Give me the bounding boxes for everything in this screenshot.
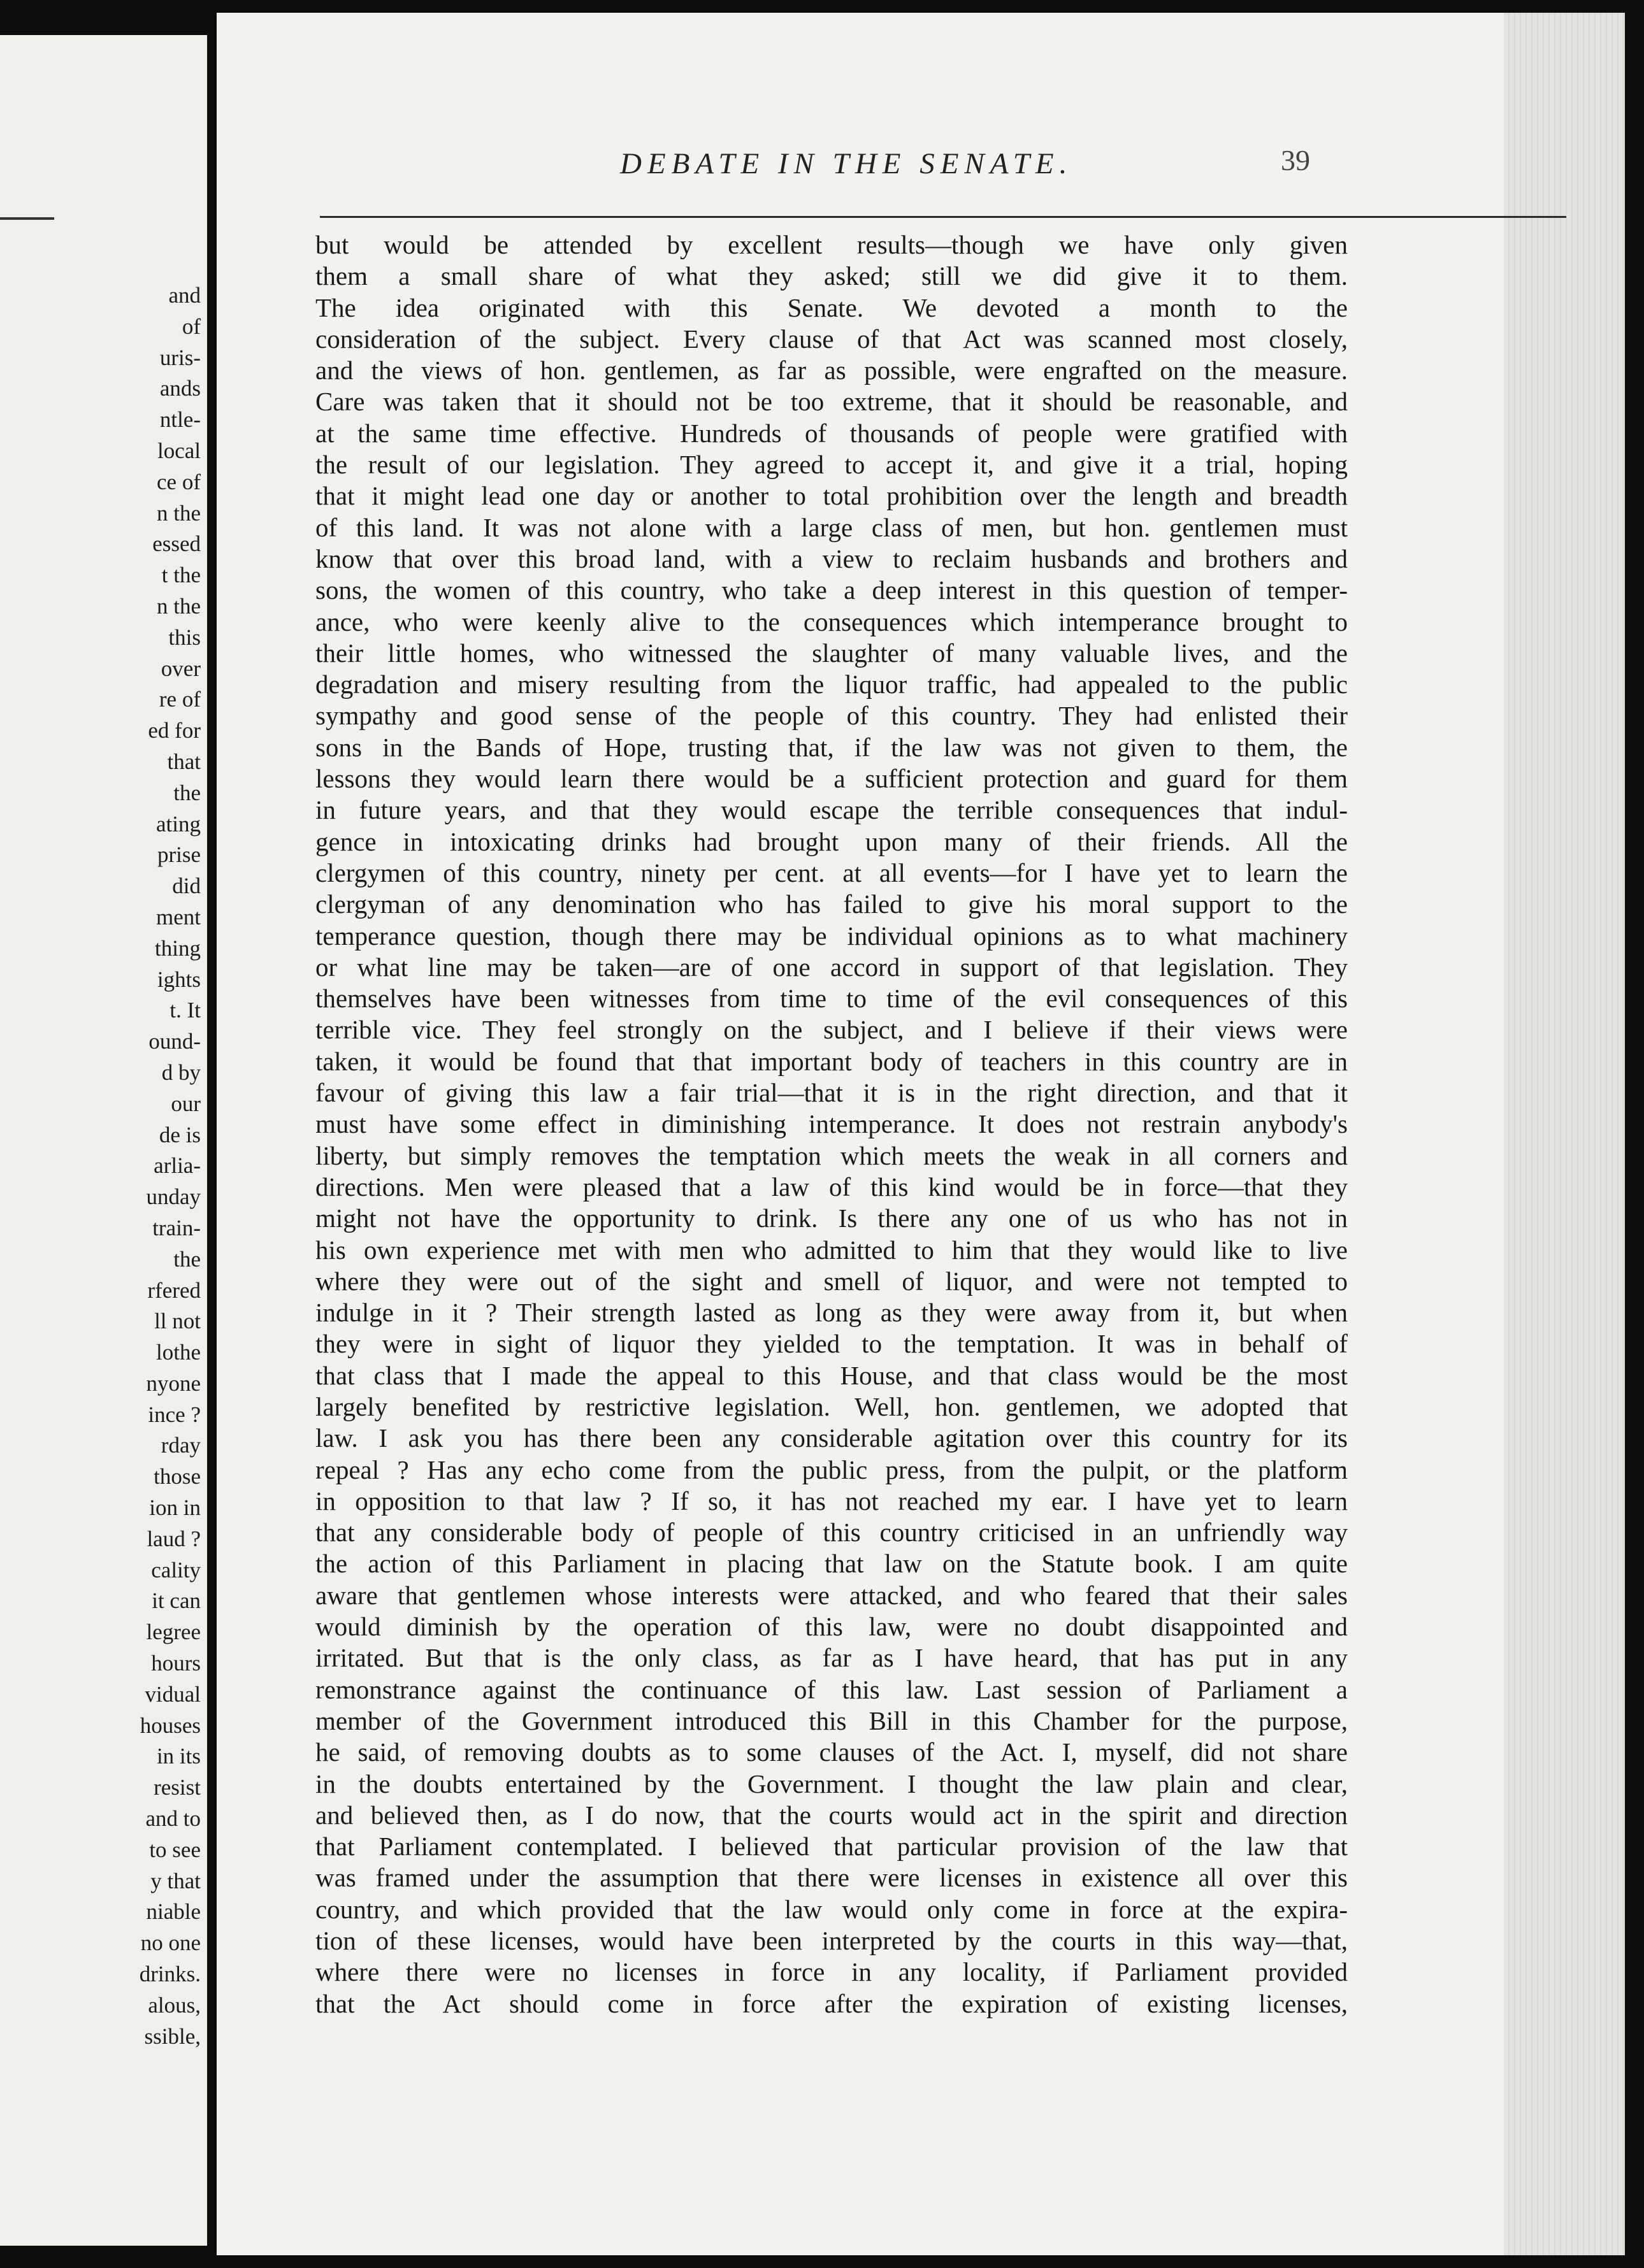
- body-line: themselves have been witnesses from time to time of the evil consequences of this: [315, 984, 1348, 1014]
- page-edge-stack: [1504, 13, 1625, 2255]
- body-line: The idea originated with this Senate. We devoted a month to the: [315, 292, 1348, 322]
- body-line: aware that gentlemen whose interests were attacked, and who feared that their sales: [315, 1580, 1348, 1610]
- left-page-line: houses: [140, 1712, 201, 1738]
- header-rule: [320, 216, 1566, 218]
- body-line: must have some effect in diminishing intemperance. It does not restrain anybody's: [315, 1109, 1348, 1139]
- left-page-line: to see: [149, 1837, 201, 1862]
- running-head: DEBATE IN THE SENATE.: [620, 147, 1073, 180]
- body-line: gence in intoxicating drinks had brought upon many of their friends. All the: [315, 826, 1348, 856]
- body-line: they were in sight of liquor they yielded to the temptation. It was in behalf of: [315, 1329, 1348, 1359]
- left-page-line: t. It: [169, 998, 201, 1023]
- left-page-line: ands: [159, 376, 201, 401]
- body-line: he said, of removing doubts as to some clauses of the Act. I, myself, did not share: [315, 1737, 1348, 1767]
- left-page-line: de is: [159, 1122, 201, 1147]
- body-line: clergymen of this country, ninety per cent. at all events—for I have yet to learn the: [315, 858, 1348, 887]
- body-line: directions. Men were pleased that a law of this kind would be in force—that they: [315, 1172, 1348, 1202]
- body-line: liberty, but simply removes the temptation which meets the weak in all corners and: [315, 1140, 1348, 1170]
- body-line: ance, who were keenly alive to the consequences which intemperance brought to: [315, 606, 1348, 636]
- left-page-line: the: [173, 1246, 201, 1272]
- body-line: remonstrance against the continuance of this law. Last session of Parliament a: [315, 1674, 1348, 1704]
- body-line: in future years, and that they would escape the terrible consequences that indul-: [315, 795, 1348, 825]
- left-page-line: ince ?: [148, 1402, 201, 1427]
- left-page-line: prise: [157, 842, 201, 868]
- left-page-line: lothe: [156, 1340, 201, 1365]
- left-page-line: alous,: [148, 1992, 201, 2018]
- body-line: of this land. It was not alone with a large class of men, but hon. gentlemen must: [315, 512, 1348, 542]
- body-line: favour of giving this law a fair trial—that it is in the right direction, and that it: [315, 1078, 1348, 1108]
- body-line: that the Act should come in force after the expiration of existing licenses,: [315, 1988, 1348, 2018]
- body-line: taken, it would be found that that important body of teachers in this country are in: [315, 1046, 1348, 1076]
- left-page-line: ound-: [148, 1029, 201, 1054]
- left-page-line: train-: [152, 1215, 201, 1240]
- body-line: repeal ? Has any echo come from the public press, from the pulpit, or the platform: [315, 1454, 1348, 1484]
- left-page-line: and: [168, 283, 201, 308]
- body-line: or what line may be taken—are of one accord in support of that legislation. They: [315, 952, 1348, 982]
- left-page-line: ll not: [154, 1309, 201, 1334]
- left-page-line: ion in: [149, 1495, 201, 1521]
- body-line: in the doubts entertained by the Government. I thought the law plain and clear,: [315, 1769, 1348, 1798]
- body-line: and the views of hon. gentlemen, as far as possible, were engrafted on the measure.: [315, 355, 1348, 385]
- body-line: degradation and misery resulting from the liquor traffic, had appealed to the public: [315, 670, 1348, 700]
- body-line: that class that I made the appeal to this House, and that class would be the most: [315, 1360, 1348, 1390]
- body-line: that it might lead one day or another to total prohibition over the length and breadth: [315, 481, 1348, 511]
- left-page-line: essed: [152, 531, 201, 557]
- body-line: indulge in it ? Their strength lasted as long as they were away from it, but when: [315, 1298, 1348, 1328]
- left-page-line: uris-: [159, 345, 201, 370]
- left-page-line: ntle-: [159, 407, 201, 433]
- left-page-line: local: [157, 438, 201, 463]
- body-line: his own experience met with men who admitted to him that they would like to live: [315, 1235, 1348, 1265]
- body-line: the result of our legislation. They agreed to accept it, and give it a trial, hoping: [315, 450, 1348, 480]
- body-line: was framed under the assumption that there were licenses in existence all over this: [315, 1863, 1348, 1893]
- left-page-line: this: [168, 624, 201, 650]
- left-page-line: those: [154, 1464, 201, 1489]
- left-page-line: re of: [159, 687, 201, 712]
- body-line: tion of these licenses, would have been interpreted by the courts in this way—that,: [315, 1926, 1348, 1956]
- page-number: 39: [1281, 144, 1310, 176]
- left-page-line: that: [167, 749, 201, 774]
- body-line: know that over this broad land, with a view to reclaim husbands and brothers and: [315, 543, 1348, 573]
- left-page-line: niable: [146, 1899, 201, 1925]
- left-page-line: ce of: [157, 469, 201, 494]
- body-line: that any considerable body of people of this country criticised in an unfriendly way: [315, 1518, 1348, 1547]
- left-page-line: it can: [152, 1588, 201, 1614]
- left-page-line: resist: [154, 1775, 201, 1800]
- left-page-line: cality: [151, 1557, 201, 1583]
- body-line: consideration of the subject. Every clause of that Act was scanned most closely,: [315, 324, 1348, 354]
- left-page-line: legree: [146, 1619, 201, 1645]
- body-line: largely benefited by restrictive legislation. Well, hon. gentlemen, we adopted that: [315, 1391, 1348, 1421]
- body-line: the action of this Parliament in placing that law on the Statute book. I am quite: [315, 1549, 1348, 1579]
- body-line: at the same time effective. Hundreds of thousands of people were gratified with: [315, 418, 1348, 448]
- right-page: [217, 13, 1625, 2255]
- body-line: where there were no licenses in force in any locality, if Parliament provided: [315, 1957, 1348, 1987]
- left-page-line: drinks.: [139, 1962, 201, 1987]
- body-line: that Parliament contemplated. I believed that particular provision of the law that: [315, 1832, 1348, 1862]
- left-page-text-column: [140, 280, 201, 2052]
- body-line: but would be attended by excellent results—though we have only given: [315, 230, 1348, 259]
- body-line: country, and which provided that the law would only come in force at the expira-: [315, 1894, 1348, 1924]
- body-line: where they were out of the sight and smell of liquor, and were not tempted to: [315, 1266, 1348, 1296]
- body-line: sons, the women of this country, who take a deep interest in this question of temper-: [315, 575, 1348, 605]
- left-page-line: t the: [161, 563, 201, 588]
- left-page-line: hours: [151, 1651, 201, 1676]
- left-page-line: ment: [156, 904, 201, 929]
- left-page-rule: [0, 217, 54, 220]
- left-page-line: thing: [155, 935, 201, 961]
- body-line: in opposition to that law ? If so, it has not reached my ear. I have yet to learn: [315, 1486, 1348, 1516]
- body-line: sons in the Bands of Hope, trusting that, if the law was not given to them, the: [315, 732, 1348, 762]
- body-text: [315, 229, 1348, 2020]
- body-line: them a small share of what they asked; still we did give it to them.: [315, 261, 1348, 291]
- body-line: their little homes, who witnessed the slaughter of many valuable lives, and the: [315, 638, 1348, 668]
- left-page-line: and to: [145, 1806, 201, 1832]
- body-line: sympathy and good sense of the people of this country. They had enlisted their: [315, 701, 1348, 731]
- left-page-line: no one: [140, 1930, 201, 1956]
- body-line: member of the Government introduced this Bill in this Chamber for the purpose,: [315, 1705, 1348, 1735]
- left-page-line: arlia-: [154, 1153, 201, 1179]
- left-page-line: laud ?: [147, 1526, 201, 1551]
- body-line: law. I ask you has there been any considerable agitation over this country for its: [315, 1423, 1348, 1453]
- body-line: temperance question, though there may be individual opinions as to what machinery: [315, 921, 1348, 951]
- left-page-line: nyone: [146, 1370, 201, 1396]
- left-page-line: n the: [156, 593, 201, 619]
- left-page-line: of: [182, 313, 201, 339]
- left-page-line: our: [171, 1091, 201, 1116]
- left-page-line: vidual: [145, 1681, 201, 1707]
- left-page-line: ssible,: [144, 2023, 201, 2049]
- left-page-line: the: [173, 780, 201, 805]
- left-page-line: unday: [146, 1184, 201, 1210]
- left-page-line: rday: [161, 1433, 201, 1458]
- left-page-line: did: [172, 873, 201, 899]
- left-page-line: y that: [150, 1868, 201, 1893]
- body-line: would diminish by the operation of this law, were no doubt disappointed and: [315, 1612, 1348, 1642]
- body-line: lessons they would learn there would be a sufficient protection and guard for them: [315, 764, 1348, 794]
- body-line: irritated. But that is the only class, as far as I have heard, that has put in any: [315, 1643, 1348, 1673]
- left-page-line: rfered: [147, 1277, 201, 1303]
- body-line: clergyman of any denomination who has failed to give his moral support to the: [315, 889, 1348, 919]
- left-page-line: n the: [156, 500, 201, 526]
- body-line: terrible vice. They feel strongly on the subject, and I believe if their views were: [315, 1015, 1348, 1045]
- left-page-line: over: [161, 656, 201, 681]
- body-line: Care was taken that it should not be too extreme, that it should be reasonable, and: [315, 387, 1348, 417]
- left-page-line: in its: [156, 1744, 201, 1769]
- left-page-line: ed for: [148, 718, 201, 743]
- left-page-line: d by: [161, 1059, 201, 1085]
- left-page-line: ights: [157, 966, 201, 992]
- body-line: and believed then, as I do now, that the courts would act in the spirit and direction: [315, 1800, 1348, 1830]
- body-line: might not have the opportunity to drink. Is there any one of us who has not in: [315, 1203, 1348, 1233]
- left-page-line: ating: [156, 811, 201, 836]
- left-facing-page: [0, 35, 207, 2246]
